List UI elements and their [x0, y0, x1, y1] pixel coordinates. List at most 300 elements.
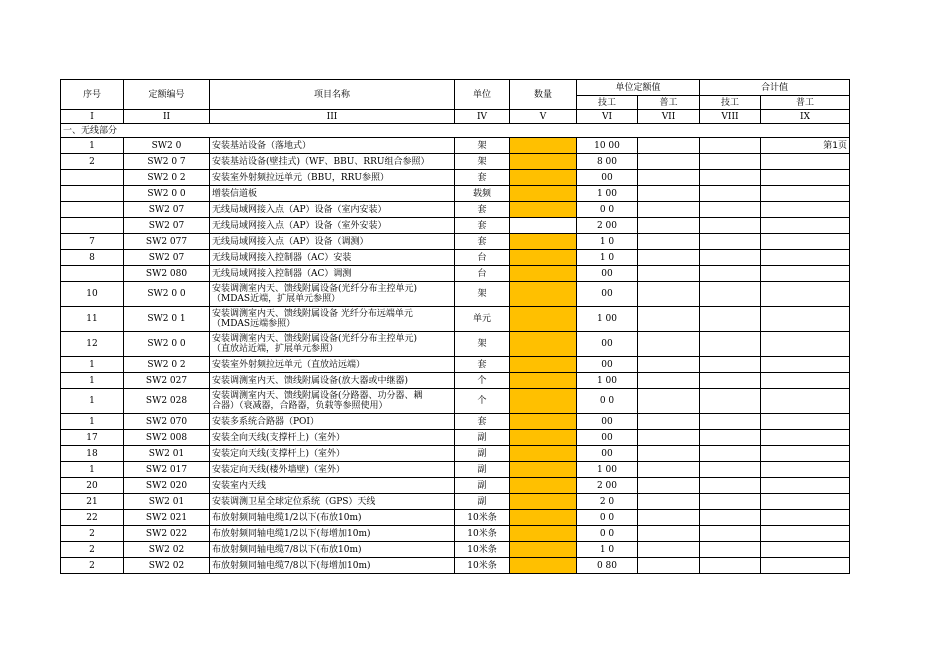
total-skilled-cell	[700, 414, 761, 430]
unit-cell: 副	[455, 494, 510, 510]
qty-cell	[510, 250, 577, 266]
code-cell: SW2 0 0	[124, 282, 210, 307]
seq-cell: 1	[61, 389, 124, 414]
unit-cell: 个	[455, 373, 510, 389]
header-total-value: 合计值	[700, 80, 850, 96]
roman-cell: V	[510, 110, 577, 124]
code-cell: SW2 0	[124, 138, 210, 154]
name-line: 安装调测室内天、馈线附属设备(光纤分布主控单元)	[212, 284, 418, 294]
code-cell: SW2 008	[124, 430, 210, 446]
table-row	[61, 462, 850, 478]
seq-cell: 1	[61, 414, 124, 430]
header-total-general: 普工	[761, 96, 850, 110]
name-cell	[210, 446, 455, 462]
seq-cell	[61, 202, 124, 218]
total-general-cell	[761, 170, 850, 186]
name-line: 安装调测卫星全球定位系统（GPS）天线	[212, 496, 376, 507]
table-row	[61, 357, 850, 373]
unit-general-cell	[638, 154, 700, 170]
unit-skilled-cell: 0 0	[577, 510, 638, 526]
total-skilled-cell	[700, 186, 761, 202]
total-general-cell	[761, 218, 850, 234]
code-cell: SW2 07	[124, 202, 210, 218]
total-skilled-cell	[700, 478, 761, 494]
table-row	[61, 478, 850, 494]
qty-cell	[510, 389, 577, 414]
code-cell: SW2 0 0	[124, 332, 210, 357]
qty-cell	[510, 373, 577, 389]
unit-general-cell	[638, 446, 700, 462]
seq-cell: 20	[61, 478, 124, 494]
total-general-cell	[761, 250, 850, 266]
name-cell	[210, 170, 455, 186]
unit-cell: 副	[455, 430, 510, 446]
code-cell: SW2 0 7	[124, 154, 210, 170]
unit-general-cell	[638, 218, 700, 234]
table-row	[61, 558, 850, 574]
total-skilled-cell	[700, 389, 761, 414]
unit-skilled-cell: 1 00	[577, 373, 638, 389]
code-cell: SW2 021	[124, 510, 210, 526]
name-line: 无线局域网接入控制器（AC）调测	[212, 268, 352, 279]
name-cell	[210, 542, 455, 558]
name-line: 安装定向天线(支撑杆上)（室外）	[212, 448, 346, 459]
name-cell	[210, 250, 455, 266]
unit-cell: 架	[455, 138, 510, 154]
name-line: 布放射频同轴电缆1/2以下(布放10m)	[212, 512, 362, 523]
total-skilled-cell	[700, 494, 761, 510]
qty-cell	[510, 430, 577, 446]
total-skilled-cell	[700, 250, 761, 266]
total-skilled-cell	[700, 307, 761, 332]
unit-skilled-cell: 00	[577, 446, 638, 462]
code-cell: SW2 028	[124, 389, 210, 414]
name-cell	[210, 266, 455, 282]
code-cell: SW2 07	[124, 250, 210, 266]
header-name: 项目名称	[210, 80, 455, 110]
name-line-2: （直放站近端，扩展单元参照）	[212, 344, 339, 354]
seq-cell: 1	[61, 357, 124, 373]
total-skilled-cell	[700, 357, 761, 373]
roman-cell: I	[61, 110, 124, 124]
total-general-cell	[761, 430, 850, 446]
header-qty: 数量	[510, 80, 577, 110]
unit-skilled-cell: 1 00	[577, 186, 638, 202]
name-line: 安装调测室内天、馈线附属设备(放大器或中继器)	[212, 375, 409, 386]
name-line: 安装调测室内天、馈线附属设备(光纤分布主控单元)	[212, 334, 418, 344]
total-skilled-cell	[700, 430, 761, 446]
unit-skilled-cell: 0 0	[577, 389, 638, 414]
seq-cell	[61, 218, 124, 234]
table-row	[61, 494, 850, 510]
qty-cell	[510, 542, 577, 558]
total-skilled-cell	[700, 526, 761, 542]
seq-cell: 11	[61, 307, 124, 332]
name-cell	[210, 558, 455, 574]
qty-cell	[510, 307, 577, 332]
name-cell	[210, 389, 455, 414]
name-line: 无线局域网接入点（AP）设备（室内安装）	[212, 204, 387, 215]
name-line: 安装基站设备（落地式）	[212, 140, 312, 151]
total-skilled-cell	[700, 332, 761, 357]
total-skilled-cell	[700, 202, 761, 218]
unit-general-cell	[638, 414, 700, 430]
qty-cell	[510, 202, 577, 218]
unit-cell: 套	[455, 218, 510, 234]
name-line: 安装调测室内天、馈线附属设备 光纤分布远端单元	[212, 309, 413, 319]
total-general-cell	[761, 558, 850, 574]
qty-cell	[510, 526, 577, 542]
name-line: 安装基站设备(壁挂式)（WF、BBU、RRU组合参照）	[212, 156, 430, 167]
table-row	[61, 218, 850, 234]
name-line: 无线局域网接入点（AP）设备（室外安装）	[212, 220, 387, 231]
unit-skilled-cell: 0 0	[577, 526, 638, 542]
qty-cell	[510, 154, 577, 170]
code-cell: SW2 017	[124, 462, 210, 478]
seq-cell: 22	[61, 510, 124, 526]
unit-cell: 台	[455, 250, 510, 266]
qty-cell	[510, 357, 577, 373]
seq-cell: 7	[61, 234, 124, 250]
total-general-cell	[761, 478, 850, 494]
qty-cell	[510, 462, 577, 478]
total-skilled-cell	[700, 542, 761, 558]
roman-cell: VI	[577, 110, 638, 124]
unit-general-cell	[638, 186, 700, 202]
unit-general-cell	[638, 332, 700, 357]
code-cell: SW2 070	[124, 414, 210, 430]
code-cell: SW2 0 2	[124, 357, 210, 373]
qty-cell	[510, 446, 577, 462]
unit-cell: 套	[455, 170, 510, 186]
roman-cell: IX	[761, 110, 850, 124]
unit-skilled-cell: 10 00	[577, 138, 638, 154]
seq-cell: 2	[61, 154, 124, 170]
name-cell	[210, 526, 455, 542]
unit-skilled-cell: 2 00	[577, 478, 638, 494]
seq-cell: 8	[61, 250, 124, 266]
unit-cell: 10米条	[455, 526, 510, 542]
table-row	[61, 202, 850, 218]
qty-cell	[510, 558, 577, 574]
total-skilled-cell	[700, 138, 761, 154]
code-cell: SW2 020	[124, 478, 210, 494]
name-line: 增装信道板	[212, 188, 258, 199]
name-cell	[210, 414, 455, 430]
qty-cell	[510, 494, 577, 510]
name-cell	[210, 332, 455, 357]
header-unit-value: 单位定额值	[577, 80, 700, 96]
unit-general-cell	[638, 234, 700, 250]
unit-general-cell	[638, 373, 700, 389]
name-line: 安装多系统合路器（POI）	[212, 416, 319, 427]
total-skilled-cell	[700, 154, 761, 170]
unit-cell: 10米条	[455, 542, 510, 558]
code-cell: SW2 077	[124, 234, 210, 250]
code-cell: SW2 0 0	[124, 186, 210, 202]
code-cell: SW2 02	[124, 558, 210, 574]
code-cell: SW2 080	[124, 266, 210, 282]
seq-cell	[61, 170, 124, 186]
unit-general-cell	[638, 357, 700, 373]
unit-cell: 套	[455, 202, 510, 218]
total-general-cell	[761, 307, 850, 332]
total-general-cell	[761, 542, 850, 558]
header-unit: 单位	[455, 80, 510, 110]
table-row	[61, 307, 850, 332]
name-line: 安装室外射频拉远单元（BBU，RRU参照）	[212, 172, 389, 183]
table-row	[61, 430, 850, 446]
header-unit-general: 普工	[638, 96, 700, 110]
unit-skilled-cell: 00	[577, 430, 638, 446]
table-row	[61, 170, 850, 186]
qty-cell	[510, 510, 577, 526]
name-cell	[210, 154, 455, 170]
header-total-skilled: 技工	[700, 96, 761, 110]
name-cell	[210, 307, 455, 332]
seq-cell: 1	[61, 373, 124, 389]
unit-skilled-cell: 00	[577, 414, 638, 430]
unit-general-cell	[638, 170, 700, 186]
table-row	[61, 266, 850, 282]
seq-cell: 1	[61, 462, 124, 478]
unit-cell: 套	[455, 234, 510, 250]
total-skilled-cell	[700, 282, 761, 307]
total-general-cell	[761, 138, 850, 154]
code-cell: SW2 0 1	[124, 307, 210, 332]
section-title: 一、无线部分	[61, 124, 850, 138]
unit-general-cell	[638, 478, 700, 494]
seq-cell: 2	[61, 526, 124, 542]
name-cell	[210, 234, 455, 250]
total-general-cell	[761, 186, 850, 202]
qty-cell	[510, 218, 577, 234]
total-skilled-cell	[700, 462, 761, 478]
name-cell	[210, 462, 455, 478]
unit-general-cell	[638, 282, 700, 307]
seq-cell: 21	[61, 494, 124, 510]
unit-skilled-cell: 2 0	[577, 494, 638, 510]
total-general-cell	[761, 373, 850, 389]
roman-cell: VIII	[700, 110, 761, 124]
table-row	[61, 138, 850, 154]
name-line: 布放射频同轴电缆7/8以下(每增加10m)	[212, 560, 371, 571]
header-unit-skilled: 技工	[577, 96, 638, 110]
name-line-2: 合器）（衰减器，合路器，负载等参照使用）	[212, 401, 388, 411]
unit-skilled-cell: 00	[577, 266, 638, 282]
total-general-cell	[761, 266, 850, 282]
name-line: 布放射频同轴电缆7/8以下(布放10m)	[212, 544, 362, 555]
name-cell	[210, 186, 455, 202]
unit-cell: 副	[455, 478, 510, 494]
unit-cell: 架	[455, 154, 510, 170]
qty-cell	[510, 478, 577, 494]
name-cell	[210, 478, 455, 494]
name-line: 安装室内天线	[212, 480, 267, 491]
seq-cell: 1	[61, 138, 124, 154]
unit-skilled-cell: 1 0	[577, 250, 638, 266]
unit-general-cell	[638, 138, 700, 154]
code-cell: SW2 02	[124, 542, 210, 558]
roman-cell: IV	[455, 110, 510, 124]
unit-general-cell	[638, 526, 700, 542]
total-general-cell	[761, 510, 850, 526]
name-cell	[210, 357, 455, 373]
table-row	[61, 414, 850, 430]
unit-cell: 载频	[455, 186, 510, 202]
table-row	[61, 282, 850, 307]
unit-general-cell	[638, 494, 700, 510]
roman-cell: VII	[638, 110, 700, 124]
code-cell: SW2 0 2	[124, 170, 210, 186]
name-line: 无线局域网接入点（AP）设备（调测）	[212, 236, 369, 247]
unit-skilled-cell: 00	[577, 282, 638, 307]
code-cell: SW2 01	[124, 494, 210, 510]
code-cell: SW2 07	[124, 218, 210, 234]
unit-cell: 副	[455, 446, 510, 462]
qty-cell	[510, 234, 577, 250]
unit-cell: 10米条	[455, 510, 510, 526]
total-general-cell	[761, 414, 850, 430]
quota-table	[60, 79, 850, 574]
section-row	[61, 124, 850, 138]
table-row	[61, 510, 850, 526]
table-row	[61, 446, 850, 462]
total-skilled-cell	[700, 510, 761, 526]
unit-cell: 套	[455, 414, 510, 430]
unit-general-cell	[638, 558, 700, 574]
qty-cell	[510, 170, 577, 186]
unit-skilled-cell: 00	[577, 170, 638, 186]
name-line: 布放射频同轴电缆1/2以下(每增加10m)	[212, 528, 371, 539]
table-row	[61, 373, 850, 389]
unit-cell: 架	[455, 332, 510, 357]
total-general-cell	[761, 332, 850, 357]
total-general-cell	[761, 462, 850, 478]
unit-skilled-cell: 0 80	[577, 558, 638, 574]
name-cell	[210, 202, 455, 218]
name-cell	[210, 430, 455, 446]
name-line: 安装室外射频拉远单元（直放站远端）	[212, 359, 366, 370]
code-cell: SW2 022	[124, 526, 210, 542]
unit-general-cell	[638, 510, 700, 526]
unit-cell: 台	[455, 266, 510, 282]
total-general-cell	[761, 234, 850, 250]
name-cell	[210, 218, 455, 234]
qty-cell	[510, 138, 577, 154]
unit-cell: 单元	[455, 307, 510, 332]
unit-skilled-cell: 0 0	[577, 202, 638, 218]
seq-cell: 10	[61, 282, 124, 307]
seq-cell: 18	[61, 446, 124, 462]
name-line: 安装全向天线(支撑杆上)（室外）	[212, 432, 346, 443]
unit-cell: 架	[455, 282, 510, 307]
unit-general-cell	[638, 389, 700, 414]
total-skilled-cell	[700, 446, 761, 462]
page-number: 第1页	[823, 140, 847, 151]
qty-cell	[510, 266, 577, 282]
qty-cell	[510, 414, 577, 430]
header-seq: 序号	[61, 80, 124, 110]
unit-general-cell	[638, 462, 700, 478]
unit-general-cell	[638, 430, 700, 446]
qty-cell	[510, 332, 577, 357]
total-skilled-cell	[700, 558, 761, 574]
table-row	[61, 154, 850, 170]
total-general-cell	[761, 494, 850, 510]
unit-skilled-cell: 2 00	[577, 218, 638, 234]
seq-cell: 17	[61, 430, 124, 446]
name-cell	[210, 282, 455, 307]
total-general-cell	[761, 357, 850, 373]
seq-cell	[61, 266, 124, 282]
unit-skilled-cell: 1 0	[577, 542, 638, 558]
seq-cell: 12	[61, 332, 124, 357]
unit-general-cell	[638, 307, 700, 332]
unit-skilled-cell: 1 00	[577, 307, 638, 332]
name-cell	[210, 373, 455, 389]
roman-row	[61, 110, 850, 124]
unit-skilled-cell: 00	[577, 357, 638, 373]
qty-cell	[510, 186, 577, 202]
name-line: 安装调测室内天、馈线附属设备(分路器、功分器、耦	[212, 391, 423, 401]
table-row	[61, 250, 850, 266]
unit-cell: 10米条	[455, 558, 510, 574]
unit-cell: 套	[455, 357, 510, 373]
total-skilled-cell	[700, 218, 761, 234]
table-row	[61, 186, 850, 202]
name-cell	[210, 138, 455, 154]
unit-skilled-cell: 1 0	[577, 234, 638, 250]
unit-cell: 副	[455, 462, 510, 478]
name-line-2: （MDAS近端，扩展单元参照）	[212, 294, 341, 304]
total-skilled-cell	[700, 234, 761, 250]
name-cell	[210, 510, 455, 526]
name-line: 安装定向天线(楼外墙壁)（室外）	[212, 464, 346, 475]
seq-cell	[61, 186, 124, 202]
header-code: 定额编号	[124, 80, 210, 110]
table-row	[61, 234, 850, 250]
seq-cell: 2	[61, 542, 124, 558]
total-general-cell	[761, 282, 850, 307]
unit-skilled-cell: 8 00	[577, 154, 638, 170]
total-general-cell	[761, 526, 850, 542]
code-cell: SW2 01	[124, 446, 210, 462]
total-general-cell	[761, 202, 850, 218]
total-skilled-cell	[700, 266, 761, 282]
unit-general-cell	[638, 266, 700, 282]
qty-cell	[510, 282, 577, 307]
name-line-2: （MDAS远端参照）	[212, 319, 296, 329]
name-cell	[210, 494, 455, 510]
unit-general-cell	[638, 250, 700, 266]
code-cell: SW2 027	[124, 373, 210, 389]
roman-cell: III	[210, 110, 455, 124]
total-skilled-cell	[700, 170, 761, 186]
total-general-cell	[761, 389, 850, 414]
unit-general-cell	[638, 542, 700, 558]
table-row	[61, 526, 850, 542]
unit-cell: 个	[455, 389, 510, 414]
unit-skilled-cell: 00	[577, 332, 638, 357]
seq-cell: 2	[61, 558, 124, 574]
table-row	[61, 332, 850, 357]
total-skilled-cell	[700, 373, 761, 389]
roman-cell: II	[124, 110, 210, 124]
table-row	[61, 542, 850, 558]
table-row	[61, 389, 850, 414]
unit-skilled-cell: 1 00	[577, 462, 638, 478]
